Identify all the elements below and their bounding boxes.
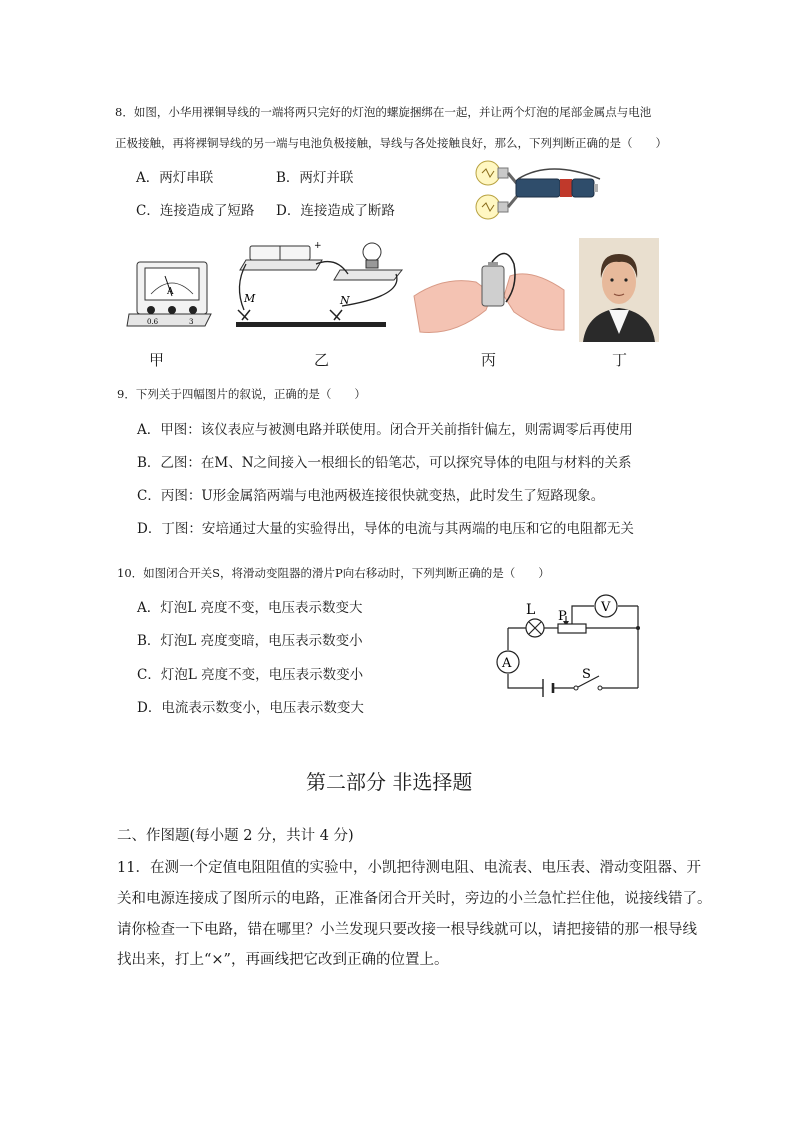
- q11-line3: 请你检查一下电路，错在哪里？小兰发现只要改接一根导线就可以，请把接错的那一根导线: [117, 922, 697, 938]
- ammeter-face-label: A: [167, 287, 174, 297]
- bulb-lower-icon: [476, 195, 508, 219]
- point-m-label: M: [244, 292, 256, 305]
- lamp-label: L: [526, 602, 536, 618]
- q8-option-d: D．连接造成了断路: [276, 203, 395, 219]
- figure-bing-hands-battery: [414, 246, 566, 338]
- figure-jia-ammeter: [125, 258, 215, 330]
- part2-title: 第二部分 非选择题: [306, 770, 473, 794]
- q8-stem-line1: 8．如图，小华用裸铜导线的一端将两只完好的灯泡的螺旋捆绑在一起，并让两个灯泡的尾部金属点与电池: [115, 105, 652, 119]
- q8-bulb-battery-figure: [470, 155, 610, 225]
- copper-wire: [518, 169, 600, 179]
- caption-jia: 甲: [149, 351, 165, 369]
- q9-option-a: A．甲图：该仪表应与被测电路并联使用。闭合开关前指针偏左，则需调零后再使用: [137, 422, 633, 438]
- bulb-upper-icon: [476, 161, 508, 185]
- caption-yi: 乙: [314, 351, 330, 369]
- q11-line2: 关和电源连接成了图所示的电路，正准备闭合开关时，旁边的小兰急忙拦住他，说接线错了。: [117, 891, 712, 907]
- q11-line4: 找出来，打上“×”，再画线把它改到正确的位置上。: [117, 952, 449, 968]
- q10-option-b: B．灯泡L 亮度变暗，电压表示数变小: [137, 633, 363, 649]
- part2-section-heading: 二、作图题(每小题 2 分，共计 4 分): [117, 828, 354, 844]
- rheostat-symbol: [558, 624, 586, 633]
- battery-icon: [516, 179, 598, 197]
- voltmeter-label: V: [601, 600, 611, 615]
- caption-ding: 丁: [612, 351, 628, 369]
- ammeter-scale-06: 0.6: [147, 318, 159, 326]
- q9-stem: 9．下列关于四幅图片的叙说，正确的是（ ）: [117, 387, 366, 401]
- figure-ding-portrait: [579, 238, 659, 342]
- q9-option-b: B．乙图：在M、N之间接入一根细长的铅笔芯，可以探究导体的电阻与材料的关系: [137, 455, 632, 471]
- lamp-symbol: [526, 619, 544, 637]
- q10-option-c: C．灯泡L 亮度不变，电压表示数变小: [137, 667, 364, 683]
- caption-bing: 丙: [481, 351, 497, 369]
- figure-yi-circuit: [236, 236, 408, 336]
- battery-icon: [482, 266, 504, 306]
- q8-option-b: B．两灯并联: [276, 170, 354, 186]
- bulb-icon: [363, 243, 381, 261]
- ammeter-symbol: [497, 651, 519, 673]
- q10-option-d: D．电流表示数变小，电压表示数变大: [137, 700, 364, 716]
- q8-option-c: C．连接造成了短路: [136, 203, 255, 219]
- q11-line1: 11．在测一个定值电阻阻值的实验中，小凯把待测电阻、电流表、电压表、滑动变阻器、开: [117, 860, 701, 876]
- slider-label: P: [558, 609, 567, 624]
- q10-option-a: A．灯泡L 亮度不变，电压表示数变大: [137, 600, 363, 616]
- ammeter-scale-3: 3: [189, 318, 194, 326]
- q8-stem-line2: 正极接触，再将裸铜导线的另一端与电池负极接触，导线与各处接触良好，那么，下列判断正确的是（ ）: [115, 136, 667, 150]
- q10-circuit-diagram: [490, 592, 650, 698]
- q8-option-a: A．两灯串联: [136, 170, 214, 186]
- svg-text:+: +: [314, 241, 322, 251]
- switch-label: S: [582, 667, 591, 682]
- point-n-label: N: [340, 294, 350, 307]
- voltmeter-symbol: [595, 595, 617, 617]
- battery-symbol: [543, 679, 553, 697]
- q10-stem: 10．如图闭合开关S，将滑动变阻器的滑片P向右移动时，下列判断正确的是（ ）: [117, 566, 550, 580]
- q9-option-c: C．丙图：U形金属箔两端与电池两极连接很快就变热，此时发生了短路现象。: [137, 488, 605, 504]
- ammeter-label: A: [502, 656, 512, 671]
- q9-option-d: D．丁图：安培通过大量的实验得出，导体的电流与其两端的电压和它的电阻都无关: [137, 521, 634, 537]
